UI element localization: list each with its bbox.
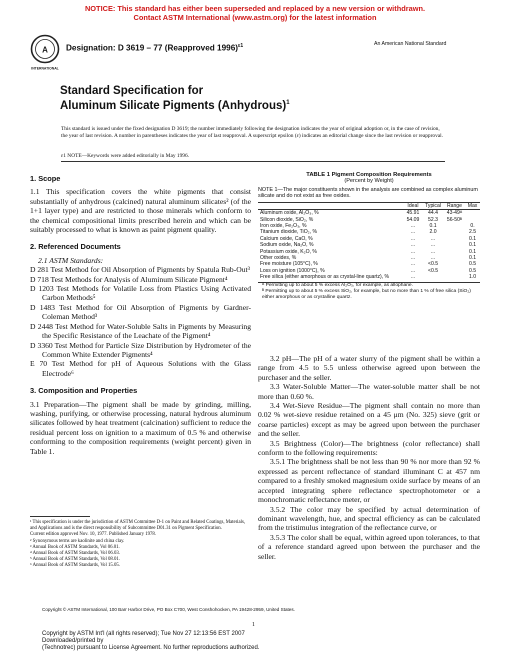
svg-text:A: A bbox=[42, 45, 48, 55]
value-cell: 2.0 bbox=[429, 229, 437, 236]
ref-d718: D 718 Test Methods for Analysis of Aluminum Silicate Pigment⁴ bbox=[30, 274, 228, 284]
header-typical: Typical bbox=[422, 202, 444, 209]
section-1-1: 1.1 This specification covers the white pigments that consist substantially of anhydrous (calcined) natural aluminum silicates² (of the 1+1 layer type) and are restricted to those minerals which conform to the chemical compositional limits prescribed herein and which can be suitably processed to what is known as paint pigment quality. bbox=[30, 187, 251, 235]
value-cell: 2.5 bbox=[468, 229, 477, 236]
composition-table bbox=[258, 202, 480, 281]
constituent-cell: Iron oxide, Fe₂O₃, % bbox=[260, 223, 307, 230]
title-footnote-ref: 1 bbox=[286, 100, 290, 106]
section-2-1: 2.1 ASTM Standards: bbox=[38, 255, 104, 265]
header-ideal: Ideal bbox=[404, 202, 422, 209]
download-line-1: Copyright by ASTM Int'l (all rights reserved); Tue Nov 27 12:13:56 EST 2007 bbox=[42, 631, 245, 637]
header-divider bbox=[61, 161, 445, 162]
value-cell: ... bbox=[410, 235, 416, 242]
footnote-divider bbox=[30, 516, 90, 517]
section-1-heading: 1. Scope bbox=[30, 174, 61, 183]
constituent-cell: Titanium dioxide, TiO₂, % bbox=[260, 229, 317, 236]
value-cell: 0.1 bbox=[468, 248, 477, 255]
value-cell: 45.91 bbox=[406, 210, 420, 217]
download-line-3: (Technotrec) pursuant to License Agreement. No further reproductions authorized. bbox=[42, 644, 260, 651]
ref-d1203: D 1203 Test Methods for Volatile Loss from Plastics Using Activated Carbon Methods⁵ bbox=[30, 284, 251, 303]
footnote-1-edition: Current edition approved Nov. 10, 1977. Published January 1978. bbox=[30, 532, 156, 538]
section-3-5-1: 3.5.1 The brightness shall be not less than 90 % nor more than 92 % expressed as percent reflectance of standard illuminant C at 457 nm compared to a freshly smoked magnesium oxide surface by means of an accepted integrating sphere reflectance spectrophotometer or a monochromatic reflectance meter, or bbox=[258, 457, 480, 505]
table-row bbox=[258, 210, 480, 217]
title-line-2: Aluminum Silicate Pigments (Anhydrous) bbox=[60, 99, 287, 112]
notice-line-2: Contact ASTM International (www.astm.org) for the latest information bbox=[133, 13, 377, 22]
value-cell: 0.5 bbox=[468, 267, 477, 274]
constituent-cell: Silicon dioxide, SiO₂, % bbox=[260, 216, 314, 223]
table-header-row bbox=[258, 202, 480, 209]
header-max: Max bbox=[465, 202, 480, 209]
value-cell: <0.5 bbox=[427, 267, 439, 274]
footnote-4: ⁴ Annual Book of ASTM Standards, Vol 06.03. bbox=[30, 551, 120, 557]
constituent-cell: Free moisture (105°C), % bbox=[260, 261, 318, 268]
footnote-6: ⁶ Annual Book of ASTM Standards, Vol 15.05. bbox=[30, 563, 120, 569]
value-cell: 52.3 bbox=[428, 216, 438, 223]
constituent-cell: Potassium oxide, K₂O, % bbox=[260, 248, 317, 255]
page-number: 1 bbox=[252, 622, 255, 628]
designation-text: Designation: D 3619 – 77 (Reapproved 1996) bbox=[66, 43, 239, 53]
section-3-2: 3.2 pH—The pH of a water slurry of the pigment shall be within a range from 4.5 to 5.5 unless otherwise agreed upon between the purchaser and the seller. bbox=[258, 354, 480, 382]
value-cell: <0.5 bbox=[427, 261, 439, 268]
value-cell: 0. bbox=[470, 223, 475, 230]
table-1 bbox=[258, 172, 480, 301]
value-cell bbox=[444, 274, 465, 280]
value-cell: 56-50ᴮ bbox=[446, 216, 463, 223]
notice-banner bbox=[0, 4, 510, 22]
ref-d2448: D 2448 Test Method for Water-Soluble Salts in Pigments by Measuring the Specific Resistance of the Leachate of the Pigment⁴ bbox=[30, 321, 251, 341]
section-3-heading: 3. Composition and Properties bbox=[30, 386, 138, 396]
designation-sup: ε1 bbox=[238, 43, 244, 49]
constituent-cell: Other oxides, % bbox=[260, 255, 297, 262]
value-cell: ... bbox=[430, 242, 436, 249]
astm-logo bbox=[30, 34, 60, 72]
value-cell: ... bbox=[430, 255, 436, 262]
value-cell: ... bbox=[410, 229, 416, 236]
header-range: Range bbox=[444, 202, 465, 209]
section-3-5: 3.5 Brightness (Color)—The brightness (color reflectance) shall conform to the following requirements: bbox=[258, 438, 480, 458]
table-note: NOTE 1—The major constituents shown in the analysis are combined as complex aluminum silicate and do not exist as free oxides. bbox=[258, 187, 478, 200]
table-row bbox=[258, 274, 480, 280]
value-cell: ... bbox=[410, 248, 416, 255]
copyright-line: Copyright © ASTM International, 100 Barr Harbor Drive, PO Box C700, West Conshohocken, PA 19428-2959, United States. bbox=[42, 607, 295, 612]
ref-e70: E 70 Test Method for pH of Aqueous Solutions with the Glass Electrode⁶ bbox=[30, 359, 251, 378]
section-3-5-3: 3.5.3 The color shall be equal, within agreed upon tolerances, to that of a reference standard agreed upon between the purchaser and the seller. bbox=[258, 532, 480, 561]
table-caption: TABLE 1 Pigment Composition Requirements bbox=[306, 172, 432, 178]
value-cell: 0.1 bbox=[468, 255, 477, 262]
value-cell: ... bbox=[430, 248, 436, 255]
constituent-cell: Calcium oxide, CaO, % bbox=[260, 235, 313, 242]
left-column bbox=[30, 170, 251, 456]
ref-d281: D 281 Test Method for Oil Absorption of Pigments by Spatula Rub-Out³ bbox=[30, 265, 250, 275]
section-2-heading: 2. Referenced Documents bbox=[30, 242, 121, 252]
footnotes bbox=[30, 520, 251, 570]
value-cell bbox=[422, 274, 444, 280]
footnote-5: ⁵ Annual Book of ASTM Standards, Vol 08.01. bbox=[30, 557, 120, 563]
footnote-3: ³ Annual Book of ASTM Standards, Vol 06.01. bbox=[30, 544, 120, 550]
section-3-3: 3.3 Water-Soluble Matter—The water-soluble matter shall be not more than 0.60 %. bbox=[258, 382, 480, 401]
value-cell: ... bbox=[410, 255, 416, 262]
notice-line-1: NOTICE: This standard has either been superseded and replaced by a new version or withdrawn. bbox=[84, 4, 426, 13]
value-cell: ... bbox=[410, 223, 416, 230]
download-notice bbox=[42, 631, 259, 651]
section-3-4: 3.4 Wet-Sieve Residue—The pigment shall contain no more than 0.02 % wet-sieve residue retained on a 45 μm (No. 325) sieve (grit or coarse particles) except as may be agreed upon between the purchaser and the seller. bbox=[258, 401, 480, 439]
table-footnote-b: ᴮ Permitting up to about 5 % excess SiO₂, for example, but no more than 1 % of free silica (SiO₂) either amorphous or as crystalline quartz. bbox=[262, 289, 471, 301]
editorial-note: ε1 NOTE—Keywords were added editorially in May 1996. bbox=[61, 153, 190, 159]
table-footnote-a: ᴬ Permitting up to about 5 % excess Al₂O₃, for example, as allophane. bbox=[262, 283, 414, 289]
download-line-2: Downloaded/printed by bbox=[42, 637, 104, 644]
header-constituent bbox=[258, 202, 404, 209]
value-cell: ... bbox=[410, 267, 416, 274]
value-cell: 54.09 bbox=[406, 216, 420, 223]
title-line-1: Standard Specification for bbox=[60, 85, 204, 97]
value-cell: 0.5 bbox=[468, 261, 477, 268]
value-cell: 43-49ᴬ bbox=[446, 210, 463, 217]
section-3-5-2: 3.5.2 The color may be specified by actual determination of dominant wavelength, hue, and spectral efficiency as can be calculated from the tristimulus integration of the reflectance curve, or bbox=[258, 504, 480, 533]
value-cell: 0.1 bbox=[468, 235, 477, 242]
value-cell: ... bbox=[430, 235, 436, 242]
issuance-note: This standard is issued under the fixed designation D 3619; the number immediately following the designation indicates the year of original adoption or, in the case of revision, the year of last revision. A number in parentheses indicates the year of last reapproval. A superscript epsilon (ε) indicates an editorial change since the last revision or reapproval. bbox=[61, 126, 444, 139]
value-cell: ... bbox=[410, 242, 416, 249]
section-3-1: 3.1 Preparation—The pigment shall be made by grinding, milling, washing, purifying, or otherwise processing, natural hydrous aluminum silicates followed by heat treatment (calcination) sufficient to reduce the residual percent loss on ignition to a maximum of 0.5 % and otherwise conforming to the composition requirements (weight percent) given in Table 1. bbox=[30, 399, 251, 456]
constituent-cell: Sodium oxide, Na₂O, % bbox=[260, 242, 314, 249]
footnote-2: ² Synonymous terms are kaolinite and china clay. bbox=[30, 538, 125, 544]
footnote-1: ¹ This specification is under the jurisdiction of ASTM Committee D-1 on Paint and Related Coatings, Materials, and Applications and is the direct responsibility of Subcommittee D01.31 on Pigment Specification. bbox=[30, 520, 246, 532]
value-cell: 0.1 bbox=[468, 242, 477, 249]
constituent-cell: Free silica (either amorphous or as crystal-line quartz), % bbox=[260, 274, 390, 281]
ref-d1483: D 1483 Test Method for Oil Absorption of Pigments by Gardner-Coleman Method³ bbox=[30, 302, 251, 322]
value-cell: 1.0 bbox=[468, 274, 477, 281]
logo-wordmark: INTERNATIONAL bbox=[31, 66, 59, 71]
ref-d3360: D 3360 Test Method for Particle Size Distribution by Hydrometer of the Common White Extender Pigments⁴ bbox=[30, 340, 251, 359]
value-cell: 0.1 bbox=[429, 223, 437, 230]
document-title bbox=[60, 85, 290, 112]
constituent-cell: Loss on ignition (1000°C), % bbox=[260, 267, 325, 274]
value-cell: ... bbox=[410, 261, 416, 268]
value-cell bbox=[465, 210, 480, 217]
right-column bbox=[258, 354, 480, 561]
constituent-cell: Aluminum oxide, Al₂O₃, % bbox=[260, 210, 319, 217]
value-cell: ... bbox=[410, 274, 416, 281]
table-subcaption: (Percent by Weight) bbox=[344, 178, 394, 184]
designation bbox=[66, 43, 243, 53]
american-national-standard-label: An American National Standard bbox=[374, 41, 447, 47]
value-cell: 44.4 bbox=[428, 210, 438, 217]
